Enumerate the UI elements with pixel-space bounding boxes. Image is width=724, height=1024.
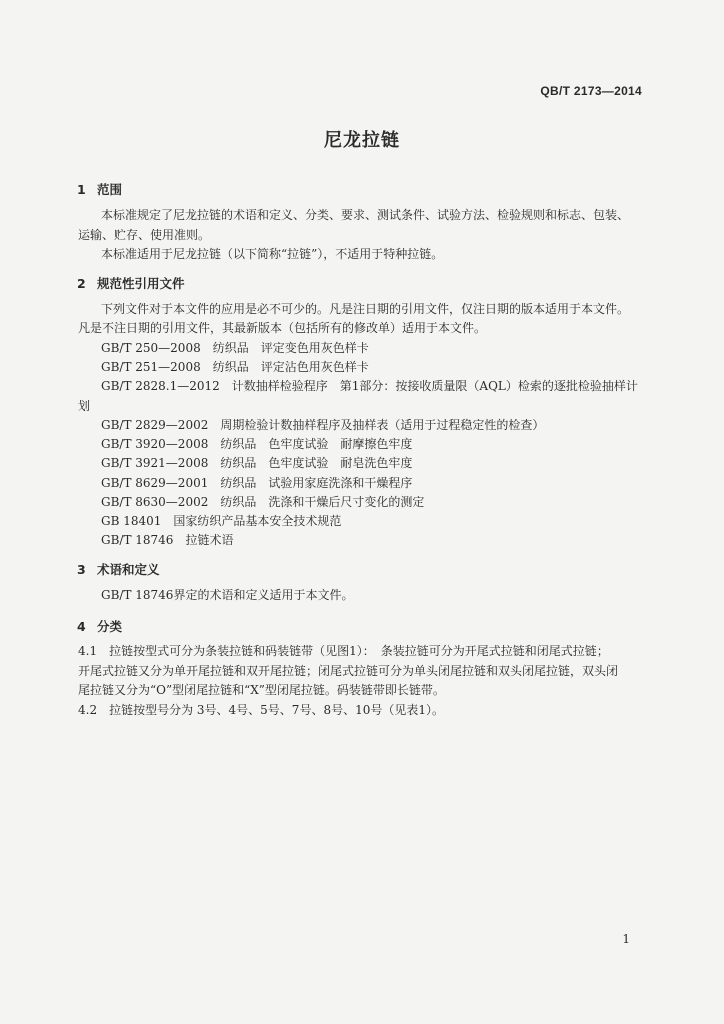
section-number: 2 <box>77 276 86 291</box>
reference-item: GB/T 18746 拉链术语 <box>101 533 234 547</box>
section-number: 4 <box>77 619 86 634</box>
reference-item-continuation: 划 <box>78 399 91 413</box>
page-number: 1 <box>622 932 630 946</box>
reference-item: GB/T 2828.1—2012 计数抽样检验程序 第1部分：按接收质量限（AQL）检索的逐批检验抽样计 <box>101 379 638 393</box>
reference-item: GB/T 250—2008 纺织品 评定变色用灰色样卡 <box>101 341 369 355</box>
paragraph-line: 本标准规定了尼龙拉链的术语和定义、分类、要求、测试条件、试验方法、检验规则和标志、包装、 <box>101 208 630 222</box>
reference-item: GB/T 3920—2008 纺织品 色牢度试验 耐摩擦色牢度 <box>101 437 413 451</box>
paragraph-line: 凡是不注日期的引用文件，其最新版本（包括所有的修改单）适用于本文件。 <box>78 321 487 335</box>
reference-item: GB 18401 国家纺织产品基本安全技术规范 <box>101 514 342 528</box>
reference-item: GB/T 8630—2002 纺织品 洗涤和干燥后尺寸变化的测定 <box>101 495 425 509</box>
clause-4-1-line: 开尾式拉链又分为单开尾拉链和双开尾拉链；闭尾式拉链可分为单头闭尾拉链和双头闭尾拉链，双头闭 <box>78 664 619 678</box>
section-title: 术语和定义 <box>97 562 160 577</box>
paragraph-line: 本标准适用于尼龙拉链（以下简称“拉链”），不适用于特种拉链。 <box>101 247 444 261</box>
section-title: 规范性引用文件 <box>97 276 185 291</box>
clause-4-2-line: 4.2 拉链按型号分为 3号、4号、5号、7号、8号、10号（见表1）。 <box>78 703 444 717</box>
section-1-heading <box>77 180 122 198</box>
section-number: 1 <box>77 182 86 197</box>
standard-code: QB/T 2173—2014 <box>540 84 642 98</box>
section-number: 3 <box>77 562 86 577</box>
paragraph-line: 运输、贮存、使用准则。 <box>78 228 211 242</box>
clause-4-1-line: 尾拉链又分为“O”型闭尾拉链和“X”型闭尾拉链。码装链带即长链带。 <box>78 683 445 697</box>
section-3-heading <box>77 560 160 578</box>
reference-item: GB/T 3921—2008 纺织品 色牢度试验 耐皂洗色牢度 <box>101 456 413 470</box>
section-title: 分类 <box>97 619 123 634</box>
reference-item: GB/T 8629—2001 纺织品 试验用家庭洗涤和干燥程序 <box>101 476 413 490</box>
clause-4-1-line: 4.1 拉链按型式可分为条装拉链和码装链带（见图1）： 条装拉链可分为开尾式拉链和闭尾式拉链； <box>78 644 609 658</box>
document-title: 尼龙拉链 <box>324 130 400 151</box>
reference-item: GB/T 2829—2002 周期检验计数抽样程序及抽样表（适用于过程稳定性的检查） <box>101 418 545 432</box>
section-title: 范围 <box>97 182 123 197</box>
section-2-heading <box>77 274 185 292</box>
reference-item: GB/T 251—2008 纺织品 评定沾色用灰色样卡 <box>101 360 369 374</box>
paragraph-line: 下列文件对于本文件的应用是必不可少的。凡是注日期的引用文件，仅注日期的版本适用于本文件。 <box>101 302 630 316</box>
section-4-heading <box>77 617 122 635</box>
paragraph-line: GB/T 18746界定的术语和定义适用于本文件。 <box>101 588 354 602</box>
